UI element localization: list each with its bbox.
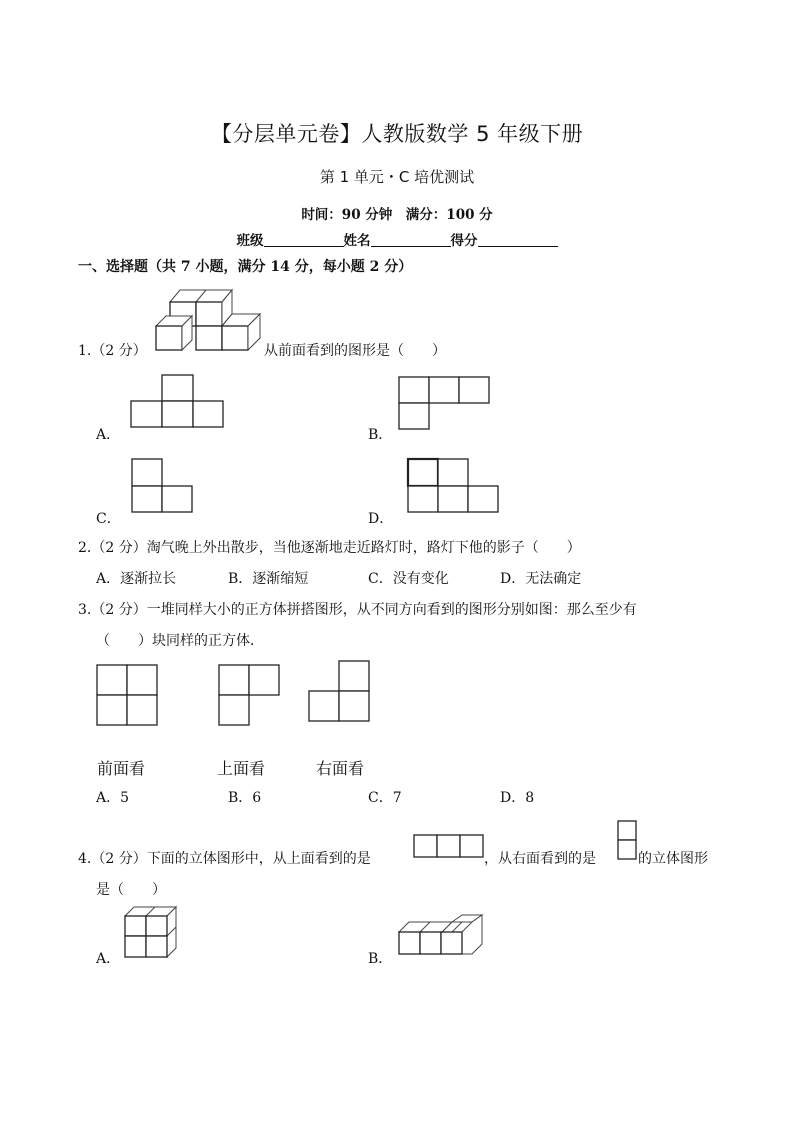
q3-option-d[interactable]: D．8 bbox=[500, 790, 535, 806]
q2-option-d[interactable]: D．无法确定 bbox=[500, 571, 582, 587]
q4-right-view-figure bbox=[617, 820, 639, 862]
student-info-line bbox=[0, 229, 794, 249]
q3-option-c[interactable]: C．7 bbox=[368, 790, 402, 806]
q3-view-front-label: 前面看 bbox=[97, 759, 146, 778]
q2-option-a[interactable]: A．逐渐拉长 bbox=[96, 571, 177, 587]
q1-option-b-figure bbox=[398, 376, 492, 430]
q1-option-d-figure bbox=[407, 458, 501, 514]
q4-text-line2: 是（ ） bbox=[96, 882, 166, 898]
q4-text-part2: ，从右面看到的是 bbox=[484, 851, 596, 867]
q1-solid-figure bbox=[154, 286, 264, 352]
q3-view-right-label: 右面看 bbox=[316, 759, 365, 778]
q1-text: 从前面看到的图形是（ ） bbox=[264, 343, 446, 359]
q1-option-d[interactable]: D． bbox=[368, 511, 394, 527]
page-subtitle: 第 1 单元・C 培优测试 bbox=[319, 168, 475, 186]
q4-text-part3: 的立体图形 bbox=[638, 851, 708, 867]
page-title: 【分层单元卷】人教版数学 5 年级下册 bbox=[210, 122, 584, 146]
q1-option-a-figure bbox=[130, 374, 224, 428]
time-score-line: 时间：90 分钟 满分：100 分 bbox=[301, 207, 493, 223]
q1-option-c[interactable]: C． bbox=[96, 511, 121, 527]
class-label: 班级 bbox=[236, 233, 264, 249]
q2-option-c[interactable]: C．没有变化 bbox=[368, 571, 449, 587]
q4-top-view-figure bbox=[413, 834, 485, 860]
q4-option-a-figure bbox=[124, 906, 180, 960]
q2-text: 2.（2 分）淘气晚上外出散步，当他逐渐地走近路灯时，路灯下他的影子（ ） bbox=[78, 540, 581, 556]
q1-option-c-figure bbox=[131, 458, 195, 514]
q4-option-a[interactable]: A． bbox=[96, 951, 121, 967]
class-blank[interactable] bbox=[264, 232, 344, 247]
q3-front-view bbox=[96, 664, 158, 726]
q4-option-b[interactable]: B． bbox=[368, 951, 393, 967]
q1-prefix: 1.（2 分） bbox=[78, 343, 147, 359]
section-heading: 一、选择题（共 7 小题，满分 14 分，每小题 2 分） bbox=[78, 259, 413, 275]
name-label: 姓名 bbox=[343, 233, 371, 249]
q3-text-line2: （ ）块同样的正方体． bbox=[96, 633, 264, 649]
q3-top-view bbox=[218, 664, 280, 726]
q1-option-b[interactable]: B． bbox=[368, 427, 393, 443]
q2-option-b[interactable]: B．逐渐缩短 bbox=[228, 571, 309, 587]
name-blank[interactable] bbox=[371, 232, 451, 247]
q4-option-b-figure bbox=[398, 914, 484, 958]
q3-option-a[interactable]: A．5 bbox=[96, 790, 130, 806]
q4-text-part1: 4.（2 分）下面的立体图形中，从上面看到的是 bbox=[78, 851, 371, 867]
q3-text-line1: 3.（2 分）一堆同样大小的正方体拼搭图形，从不同方向看到的图形分别如图：那么至少有 bbox=[78, 602, 637, 618]
score-blank[interactable] bbox=[478, 232, 558, 247]
q3-view-top-label: 上面看 bbox=[217, 759, 266, 778]
q3-option-b[interactable]: B．6 bbox=[228, 790, 262, 806]
q1-option-a[interactable]: A． bbox=[96, 427, 121, 443]
q3-right-view bbox=[308, 660, 370, 722]
score-label: 得分 bbox=[450, 233, 478, 249]
